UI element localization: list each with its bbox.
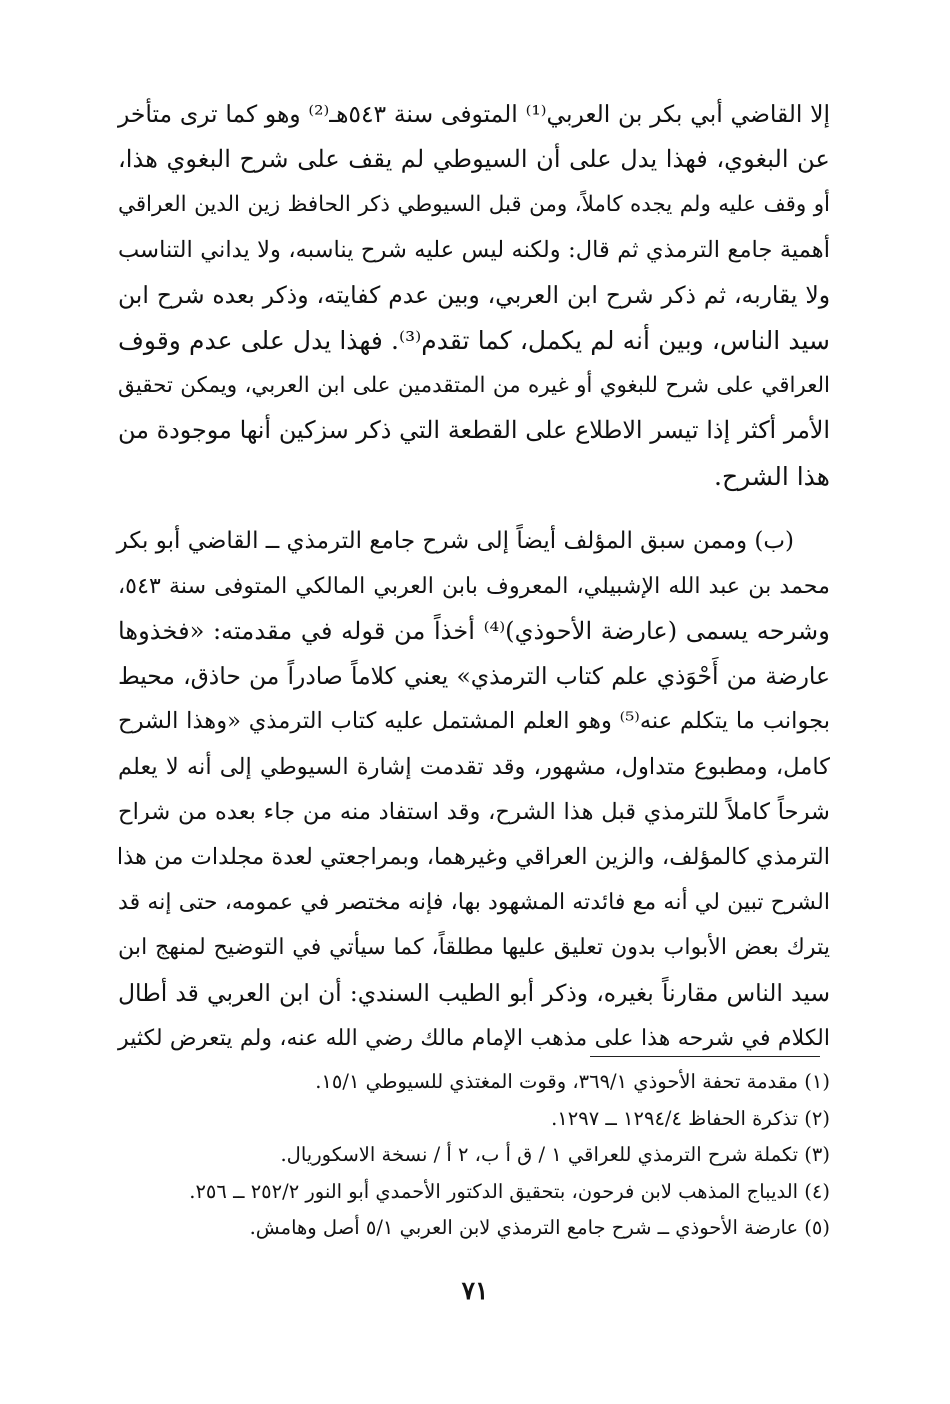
text-line: سيد الناس، وبين أنه لم يكمل، كما تقدم⁽³⁾. فهذا يدل على عدم وقوف xyxy=(118,325,830,355)
text-line: إلا القاضي أبي بكر بن العربي⁽¹⁾ المتوفى سنة ٥٤٣هـ⁽²⁾ وهو كما ترى متأخر xyxy=(118,100,830,128)
text-line: يترك بعض الأبواب بدون تعليق عليها مطلقاً، كما سيأتي في التوضيح لمنهج ابن xyxy=(118,934,830,961)
footnote: (٥) عارضة الأحوذي ــ شرح جامع الترمذي لابن العربي ٥/١ أصل وهامش. xyxy=(249,1216,830,1239)
text-line: الأمر أكثر إذا تيسر الاطلاع على القطعة التي ذكر سزكين أنها موجودة من xyxy=(118,416,830,445)
text-line: الترمذي كالمؤلف، والزين العراقي وغيرهما، وبمراجعتي لعدة مجلدات من هذا xyxy=(116,844,830,870)
text-line: سيد الناس مقارناً بغيره، وذكر أبو الطيب السندي: أن ابن العربي قد أطال xyxy=(118,978,830,1007)
text-line: محمد بن عبد الله الإشبيلي، المعروف بابن العربي المالكي المتوفى سنة ٥٤٣، xyxy=(118,572,830,599)
footnote: (٢) تذكرة الحفاظ ١٢٩٤/٤ ــ ١٢٩٧. xyxy=(551,1106,830,1130)
text-line: هذا الشرح. xyxy=(714,461,830,491)
footnotes xyxy=(118,1064,830,1247)
text-line: الشرح تبين لي أنه مع فائدته المشهود بها، فإنه مختصر في عمومه، حتى إنه قد xyxy=(118,889,830,916)
footnote: (٣) تكملة شرح الترمذي للعراقي ١ / ق أ ب، ٢ أ / نسخة الاسكوريال. xyxy=(280,1143,830,1166)
main-text xyxy=(118,92,830,1061)
text-line: ولا يقاربه، ثم ذكر شرح ابن العربي، وبين عدم كفايته، وذكر بعده شرح ابن xyxy=(118,280,830,309)
text-line: عن البغوي، فهذا يدل على أن السيوطي لم يقف على شرح البغوي هذا، xyxy=(118,145,830,174)
text-line: (ب) وممن سبق المؤلف أيضاً إلى شرح جامع الترمذي ــ القاضي أبو بكر xyxy=(116,527,794,554)
text-line: الكلام في شرحه هذا على مذهب الإمام مالك رضي الله عنه، ولم يتعرض لكثير xyxy=(118,1024,830,1051)
footnote-separator xyxy=(590,1056,820,1057)
text-line: أهمية جامع الترمذي ثم قال: ولكنه ليس عليه شرح يناسبه، ولا يداني التناسب xyxy=(118,236,830,263)
footnote: (١) مقدمة تحفة الأحوذي ٣٦٩/١، وقوت المغتذي للسيوطي ١٥/١. xyxy=(315,1070,830,1093)
text-line: شرحاً كاملاً للترمذي قبل هذا الشرح، وقد استفاد منه من جاء بعده من شراح xyxy=(118,798,830,825)
text-line: أو وقف عليه ولم يجده كاملاً، ومن قبل السيوطي ذكر الحافظ زين الدين العراقي xyxy=(118,192,830,218)
text-line: عارضة من أَحْوَذي علم كتاب الترمذي» يعني كلاماً صادراً من حاذق، محيط xyxy=(118,662,830,691)
text-line: كامل، ومطبوع متداول، مشهور، وقد تقدمت إشارة السيوطي إلى أنه لا يعلم xyxy=(118,753,830,780)
text-line: وشرحه يسمى (عارضة الأحوذي)⁽⁴⁾ أخذاً من قوله في مقدمته: «فخذوها xyxy=(118,617,830,646)
page-number: ٧١ xyxy=(461,1276,489,1305)
footnote: (٤) الديباج المذهب لابن فرحون، بتحقيق الدكتور الأحمدي أبو النور ٢٥٢/٢ ــ ٢٥٦. xyxy=(189,1179,830,1203)
text-line: بجوانب ما يتكلم عنه⁽⁵⁾ وهو العلم المشتمل عليه كتاب الترمذي «وهذا الشرح xyxy=(118,708,830,735)
paragraph-gap xyxy=(118,499,830,519)
text-line: العراقي على شرح للبغوي أو غيره من المتقدمين على ابن العربي، ويمكن تحقيق xyxy=(118,373,830,399)
